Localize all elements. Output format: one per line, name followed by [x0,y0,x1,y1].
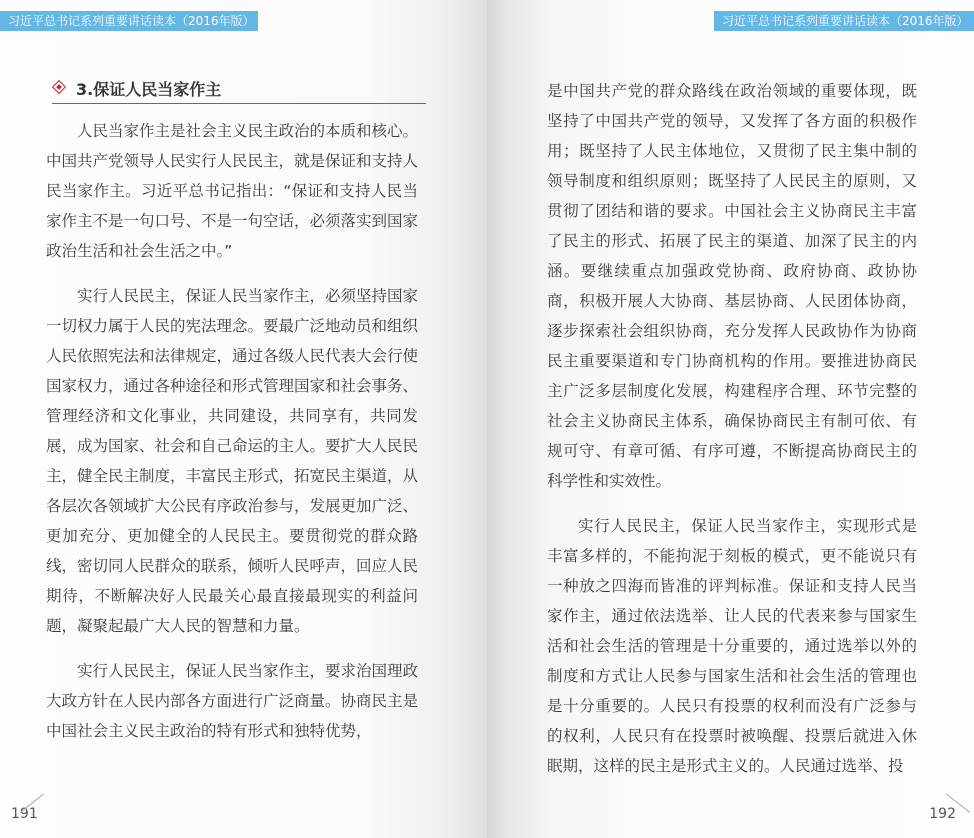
paragraph: 实行人民民主，保证人民当家作主，实现形式是丰富多样的，不能拘泥于刻板的模式，更不能说只有一种放之四海而皆准的评判标准。保证和支持人民当家作主，通过依法选举、让人民的代表来参与国家生活和社会生活的管理是十分重要的，通过选举以外的制度和方式让人民参与国家生活和社会生活的管理也是十分重要的。人民只有投票的权利而没有广泛参与的权利，人民只有在投票时被唤醒、投票后就进入休眠期，这样的民主是形式主义的。人民通过选举、投 [547,517,917,775]
section-title: 3.保证人民当家作主 [76,80,222,99]
book-title-header-right: 习近平总书记系列重要讲话读本（2016年版） [714,11,974,31]
book-title-header-left: 习近平总书记系列重要讲话读本（2016年版） [0,11,258,31]
right-body-text [547,76,917,781]
paragraph: 是中国共产党的群众路线在政治领域的重要体现，既坚持了中国共产党的领导，又发挥了各方面的积极作用；既坚持了人民主体地位，又贯彻了民主集中制的领导制度和组织原则；既坚持了人民民主的原则，又贯彻了团结和谐的要求。中国社会主义协商民主丰富了民主的形式、拓展了民主的渠道、加深了民主的内涵。要继续重点加强政党协商、政府协商、政协协商，积极开展人大协商、基层协商、人民团体协商，逐步探索社会组织协商，充分发挥人民政协作为协商民主重要渠道和专门协商机构的作用。要推进协商民主广泛多层制度化发展，构建程序合理、环节完整的社会主义协商民主体系，确保协商民主有制可依、有规可守、有章可循、有序可遵，不断提高协商民主的科学性和实效性。 [547,82,917,490]
diamond-icon [52,80,66,94]
paragraph: 人民当家作主是社会主义民主政治的本质和核心。中国共产党领导人民实行人民民主，就是保证和支持人民当家作主。习近平总书记指出：“保证和支持人民当家作主不是一句口号、不是一句空话，必须落实到国家政治生活和社会生活之中。” [46,122,419,260]
right-page [487,0,974,838]
paragraph: 实行人民民主，保证人民当家作主，必须坚持国家一切权力属于人民的宪法理念。要最广泛地动员和组织人民依照宪法和法律规定，通过各级人民代表大会行使国家权力，通过各种途径和形式管理国家和社会事务、管理经济和文化事业，共同建设，共同享有，共同发展，成为国家、社会和自己命运的主人。要扩大人民民主，健全民主制度，丰富民主形式，拓宽民主渠道，从各层次各领域扩大公民有序政治参与，发展更加广泛、更加充分、更加健全的人民民主。要贯彻党的群众路线，密切同人民群众的联系，倾听人民呼声，回应人民期待，不断解决好人民最关心最直接最现实的利益问题，凝聚起最广大人民的智慧和力量。 [46,287,419,635]
page-number-left: 191 [11,806,38,822]
left-body-text [46,116,418,746]
page-number-right: 192 [929,806,956,822]
section-heading [52,76,426,104]
paragraph: 实行人民民主，保证人民当家作主，要求治国理政大政方针在人民内部各方面进行广泛商量。协商民主是中国社会主义民主政治的特有形式和独特优势， [46,662,419,740]
